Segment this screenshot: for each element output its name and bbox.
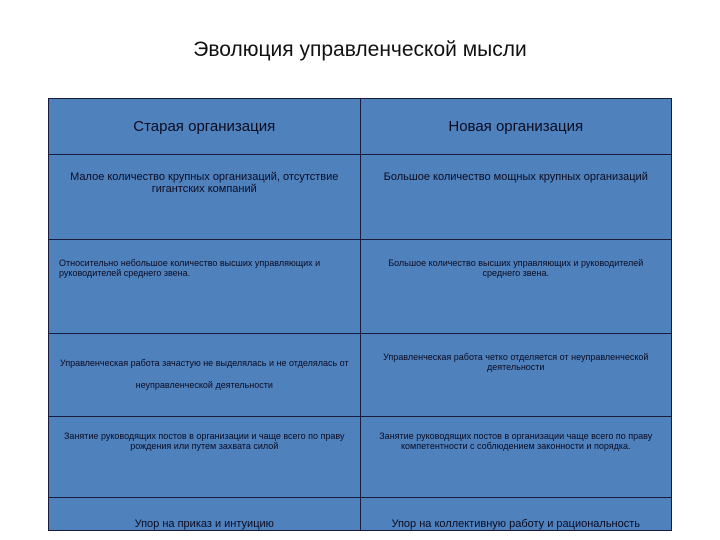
table-row — [49, 417, 672, 498]
cell-new: Упор на коллективную работу и рациональность — [360, 498, 672, 531]
table-row — [49, 334, 672, 417]
slide-title: Эволюция управленческой мысли — [193, 38, 527, 61]
cell-old: Занятие руководящих постов в организации и чаще всего по праву рождения или путем захвата силой — [49, 417, 361, 498]
cell-old: Малое количество крупных организаций, отсутствие гигантских компаний — [49, 155, 361, 240]
header-old-organization: Старая организация — [49, 99, 361, 155]
table-header-row — [49, 99, 672, 155]
header-new-organization: Новая организация — [360, 99, 672, 155]
cell-new: Большое количество высших управляющих и руководителей среднего звена. — [360, 240, 672, 334]
cell-old-wrap — [49, 334, 361, 417]
comparison-table — [48, 98, 672, 531]
cell-old: Управленческая работа зачастую не выделялась и не отделялась от неуправленческой деятельности — [59, 358, 349, 390]
cell-new: Занятие руководящих постов в организации чаще всего по праву компетентности с соблюдением законности и порядка. — [360, 417, 672, 498]
cell-old: Относительно небольшое количество высших управляющих и руководителей среднего звена. — [49, 240, 361, 334]
cell-new: Большое количество мощных крупных организаций — [360, 155, 672, 240]
cell-new: Управленческая работа четко отделяется от неуправленческой деятельности — [360, 334, 672, 417]
cell-old: Упор на приказ и интуицию — [49, 498, 361, 531]
table-row — [49, 240, 672, 334]
table-row — [49, 498, 672, 531]
table-row — [49, 155, 672, 240]
